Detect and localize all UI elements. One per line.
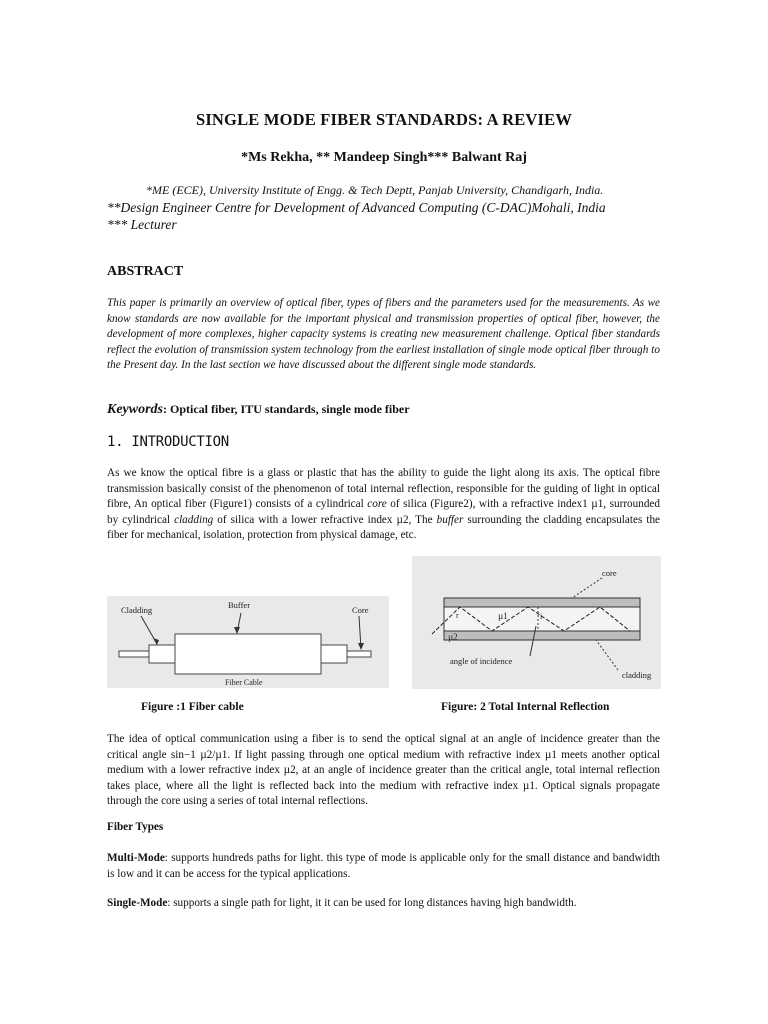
intro-text-c: of silica with a lower refractive index µ2, The [213,513,437,526]
intro-term-buffer: buffer [436,513,464,526]
single-mode-text: : supports a single path for light, it it can be used for long distances having high bandwidth. [167,897,577,909]
cladding-right [321,645,347,663]
intro-text-a: As we know the optical fibre is a glass or plastic that has the ability to guide the light along its axis. The optical fibre transmission basically consist of the phenomenon of total internal reflection, responsible for the guiding of light in optical fibre, An optical fiber (Figure1) consists of a cylindrical [107,467,660,510]
keywords-value: : Optical fiber, ITU standards, single mode fiber [163,402,410,416]
label-mu2: µ2 [448,632,458,642]
abstract-heading: ABSTRACT [107,264,184,279]
label-i: i [540,612,543,621]
label-core: Core [352,605,369,615]
paper-title: SINGLE MODE FIBER STANDARDS: A REVIEW [195,110,573,129]
figure-1-fiber-cable [107,596,389,688]
affiliation-2: **Design Engineer Centre for Development of Advanced Computing (C-DAC)Mohali, India [107,200,606,215]
intro-term-core: core [367,498,387,510]
intro-text-d: surrounding the cladding encapsulates the fiber for mechanical, isolation, protection from physical damage, etc. [107,513,660,541]
multi-mode-text: : supports hundreds paths for light. this type of mode is applicable only for the small distance and bandwidth is low and it can be access for the typical applications. [107,852,660,880]
label-core: core [602,568,617,578]
core-left [119,651,149,657]
figure-1-drawing [107,596,389,688]
cladding-top [444,598,640,607]
affiliation-1: *ME (ECE), University Institute of Engg. & Tech Deptt, Panjab University, Chandigarh, India. [146,183,604,197]
affiliation-3: *** Lecturer [107,217,177,232]
buffer-body [175,634,321,674]
single-mode-label: Single-Mode [107,897,168,909]
authors: *Ms Rekha, ** Mandeep Singh*** Balwant Raj [241,150,527,165]
label-fiber-cable: Fiber Cable [225,678,263,687]
multi-mode-label: Multi-Mode [107,852,165,864]
figure-1-caption: Figure :1 Fiber cable [141,701,244,713]
multi-mode-paragraph [107,851,660,882]
figure-2-caption: Figure: 2 Total Internal Reflection [441,701,610,713]
cladding-bottom [444,631,640,640]
fiber-types-heading: Fiber Types [107,821,164,833]
label-angle-of-incidence: angle of incidence [450,656,513,666]
keywords-label: Keywords [107,402,163,417]
introduction-heading: 1. INTRODUCTION [107,434,229,450]
core-right [347,651,371,657]
keywords [107,402,410,418]
introduction-paragraph-2: The idea of optical communication using a fiber is to send the optical signal at an angle of incidence greater than the critical angle sin−1 µ2/µ1. If light passing through one optical medium with refractive index µ1 meets another optical medium with a lower refractive index µ2, at an angle of incidence greater than the critical angle, total internal reflection takes place, where all the light is reflected back into the medium with refractive index µ1. Optical signals propagate through the core using a series of total internal reflections. [107,733,660,807]
intro-term-cladding: cladding [174,513,214,526]
figure-2-drawing [412,556,661,689]
introduction-paragraph-1 [107,466,660,544]
label-r: r [456,611,459,620]
intro-text-b: of silica (Figure2), with a refractive index1 µ1, surrounded by cylindrical [107,498,660,526]
label-cladding: cladding [622,670,652,680]
single-mode-paragraph [107,896,660,912]
figure-2-total-internal-reflection [412,556,661,689]
label-buffer: Buffer [228,600,251,610]
label-mu1: µ1 [498,611,508,621]
cladding-left [149,645,175,663]
label-cladding: Cladding [121,605,153,615]
abstract-text: This paper is primarily an overview of optical fiber, types of fibers and the parameters used for the measurements. As we know standards are now available for the important physical and transmission properties of optical fiber, however, the development of more complexes, higher capacity systems is creating new measurement challenge. Optical fiber standards reflect the evolution of transmission system technology from the earliest installation of single mode optical fiber through to the Present day. In the last section we have discussed about the different single mode standards. [107,297,660,371]
